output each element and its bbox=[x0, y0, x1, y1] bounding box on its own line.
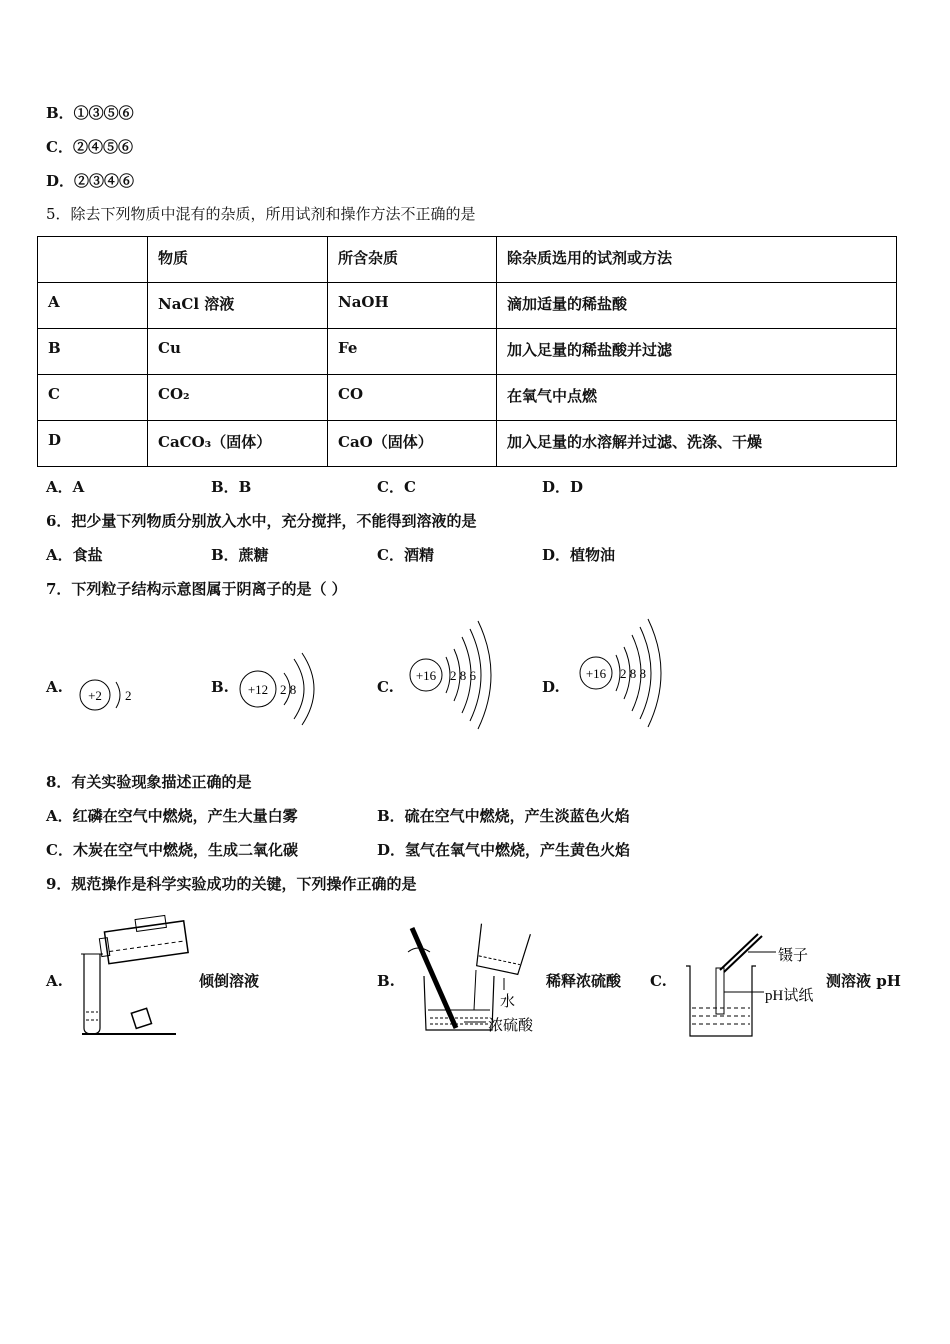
q5-option-a[interactable]: A．A bbox=[46, 478, 85, 496]
particle-diagram-c bbox=[400, 615, 510, 730]
table-cell: D bbox=[38, 421, 148, 467]
tweezers-label: 镊子 bbox=[778, 948, 809, 964]
q5-option-d[interactable]: D．D bbox=[542, 478, 584, 496]
acid-label: 浓硫酸 bbox=[488, 1018, 534, 1034]
q8-stem: 8．有关实验现象描述正确的是 bbox=[46, 773, 252, 791]
q7-option-b-label[interactable]: B. bbox=[211, 678, 229, 696]
table-cell: 在氧气中点燃 bbox=[497, 375, 897, 421]
table-cell: NaOH bbox=[328, 283, 497, 329]
table-cell: CO₂ bbox=[148, 375, 328, 421]
table-cell: NaCl 溶液 bbox=[148, 283, 328, 329]
option-d-prev: D．②③④⑥ bbox=[46, 172, 135, 190]
shells-d: 2 8 8 bbox=[620, 666, 646, 681]
table-cell: CaCO₃（固体） bbox=[148, 421, 328, 467]
q9-stem: 9．规范操作是科学实验成功的关键，下列操作正确的是 bbox=[46, 875, 417, 893]
q9-option-a-label[interactable]: A. bbox=[46, 972, 63, 990]
q7-option-d-label[interactable]: D. bbox=[542, 678, 560, 696]
table-header-cell: 所含杂质 bbox=[328, 237, 497, 283]
table-row bbox=[38, 283, 897, 329]
table-header-cell bbox=[38, 237, 148, 283]
q8-option-d[interactable]: D．氢气在氧气中燃烧，产生黄色火焰 bbox=[377, 841, 631, 859]
ph-paper-label: pH试纸 bbox=[765, 988, 814, 1004]
nucleus-a: +2 bbox=[88, 688, 102, 703]
table-header-cell: 物质 bbox=[148, 237, 328, 283]
table-cell: 加入足量的稀盐酸并过滤 bbox=[497, 329, 897, 375]
nucleus-c: +16 bbox=[415, 668, 437, 683]
shells-a: 2 bbox=[125, 688, 132, 703]
particle-diagram-a bbox=[70, 660, 150, 726]
q5-table bbox=[37, 236, 897, 467]
table-row bbox=[38, 421, 897, 467]
particle-diagram-b bbox=[232, 645, 332, 735]
pour-solution-illustration bbox=[78, 910, 190, 1038]
table-cell: A bbox=[38, 283, 148, 329]
q6-option-c[interactable]: C．酒精 bbox=[377, 546, 434, 564]
table-row bbox=[38, 375, 897, 421]
table-cell: Cu bbox=[148, 329, 328, 375]
q9-option-a-caption: 倾倒溶液 bbox=[199, 972, 260, 990]
measure-ph-illustration bbox=[682, 930, 822, 1042]
q7-option-a-label[interactable]: A. bbox=[46, 678, 63, 696]
q6-option-d[interactable]: D．植物油 bbox=[542, 546, 616, 564]
dilute-acid-illustration bbox=[404, 922, 549, 1038]
nucleus-d: +16 bbox=[585, 666, 607, 681]
table-header-row bbox=[38, 237, 897, 283]
q9-option-c-caption: 测溶液 pH bbox=[826, 972, 901, 990]
q5-option-c[interactable]: C．C bbox=[377, 478, 416, 496]
option-c-prev: C．②④⑤⑥ bbox=[46, 138, 133, 156]
table-header-cell: 除杂质选用的试剂或方法 bbox=[497, 237, 897, 283]
q9-option-b-label[interactable]: B. bbox=[377, 972, 395, 990]
q7-stem: 7．下列粒子结构示意图属于阴离子的是（ ） bbox=[46, 580, 347, 598]
table-row bbox=[38, 329, 897, 375]
table-cell: C bbox=[38, 375, 148, 421]
table-cell: CaO（固体） bbox=[328, 421, 497, 467]
table-cell: Fe bbox=[328, 329, 497, 375]
q8-option-b[interactable]: B．硫在空气中燃烧，产生淡蓝色火焰 bbox=[377, 807, 630, 825]
particle-diagram-d bbox=[570, 615, 680, 730]
q6-option-b[interactable]: B．蔗糖 bbox=[211, 546, 269, 564]
nucleus-b: +12 bbox=[247, 682, 269, 697]
q7-option-c-label[interactable]: C. bbox=[377, 678, 394, 696]
table-cell: CO bbox=[328, 375, 497, 421]
table-cell: B bbox=[38, 329, 148, 375]
shells-b: 2 8 bbox=[280, 682, 297, 697]
shells-c: 2 8 6 bbox=[450, 668, 476, 683]
q9-option-c-label[interactable]: C. bbox=[650, 972, 667, 990]
q8-option-a[interactable]: A．红磷在空气中燃烧，产生大量白雾 bbox=[46, 807, 298, 825]
option-b-prev: B．①③⑤⑥ bbox=[46, 104, 134, 122]
q9-option-b-caption: 稀释浓硫酸 bbox=[546, 972, 622, 990]
q8-option-c[interactable]: C．木炭在空气中燃烧，生成二氧化碳 bbox=[46, 841, 298, 859]
table-cell: 滴加适量的稀盐酸 bbox=[497, 283, 897, 329]
q5-stem: 5．除去下列物质中混有的杂质，所用试剂和操作方法不正确的是 bbox=[46, 205, 476, 223]
q5-option-b[interactable]: B．B bbox=[211, 478, 252, 496]
q6-option-a[interactable]: A．食盐 bbox=[46, 546, 103, 564]
table-cell: 加入足量的水溶解并过滤、洗涤、干燥 bbox=[497, 421, 897, 467]
q6-stem: 6．把少量下列物质分别放入水中，充分搅拌，不能得到溶液的是 bbox=[46, 512, 477, 530]
water-label: 水 bbox=[500, 994, 516, 1010]
